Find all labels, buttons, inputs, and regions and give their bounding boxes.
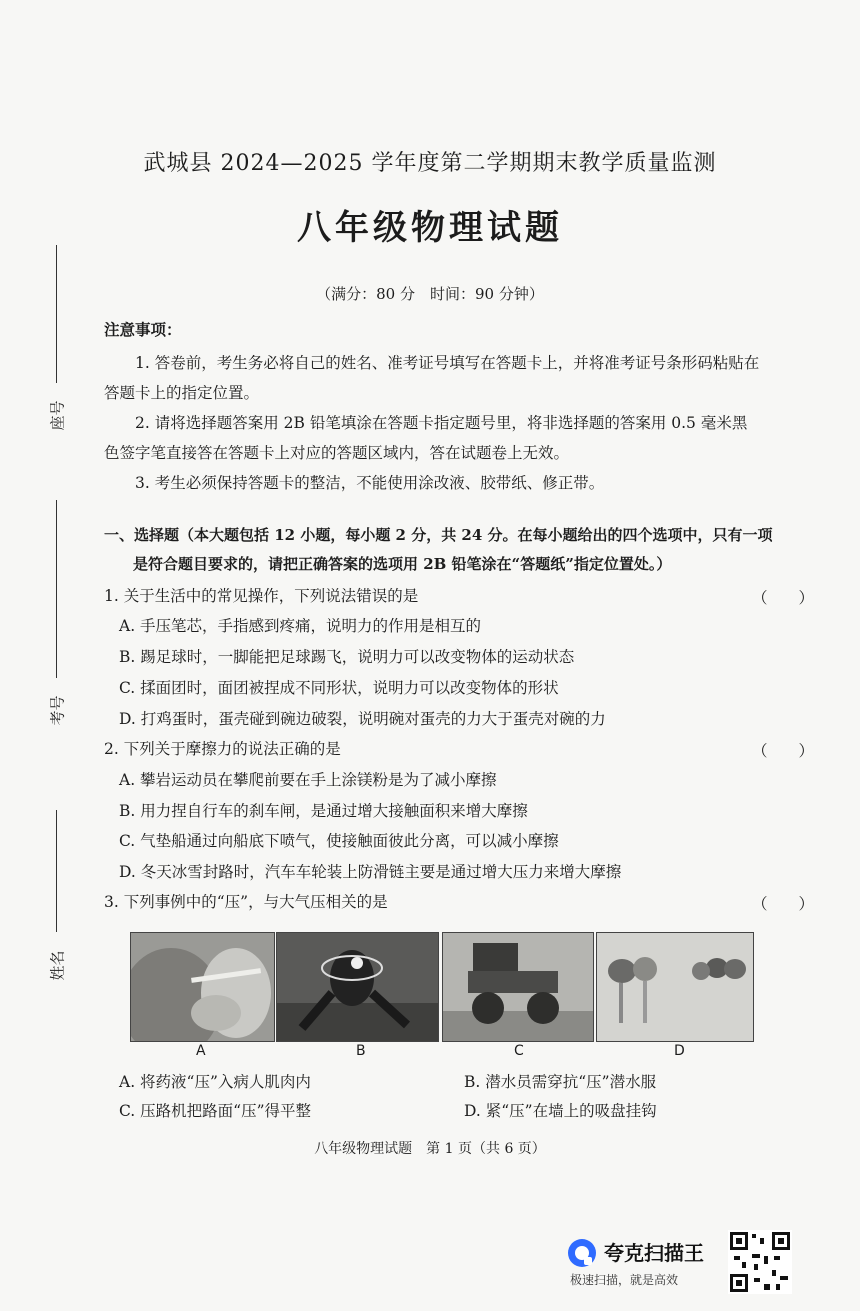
option: A. 攀岩运动员在攀爬前要在手上涂镁粉是为了减小摩擦 bbox=[119, 771, 497, 789]
page-title: 八年级物理试题 bbox=[297, 208, 563, 248]
photo-injection bbox=[130, 932, 275, 1042]
photo-label: B bbox=[356, 1043, 366, 1059]
seat-number-field bbox=[42, 245, 72, 445]
option: B. 踢足球时，一脚能把足球踢飞，说明力可以改变物体的运动状态 bbox=[119, 648, 575, 666]
photo-label: C bbox=[514, 1043, 524, 1059]
exam-info: （满分：80 分 时间：90 分钟） bbox=[316, 285, 544, 303]
answer-paren: （ ） bbox=[752, 589, 815, 607]
answer-paren: （ ） bbox=[752, 742, 815, 760]
seat-number-label: 座号 bbox=[48, 400, 67, 431]
photo-label: D bbox=[674, 1043, 685, 1059]
answer-paren: （ ） bbox=[752, 895, 815, 913]
quark-logo-icon bbox=[566, 1237, 598, 1269]
photo-road-roller bbox=[442, 932, 594, 1042]
scanner-tagline: 极速扫描，就是高效 bbox=[570, 1273, 679, 1287]
option: D. 冬天冰雪封路时，汽车车轮装上防滑链主要是通过增大压力来增大摩擦 bbox=[119, 863, 622, 881]
notice-item: 2. 请将选择题答案用 2B 铅笔填涂在答题卡指定题号里，将非选择题的答案用 0.5 毫米黑 bbox=[135, 414, 748, 432]
notice-item: 1. 答卷前，考生务必将自己的姓名、准考证号填写在答题卡上，并将准考证号条形码粘贴在 bbox=[135, 354, 760, 372]
photo-suction-hooks bbox=[596, 932, 754, 1042]
question-2-stem: 2. 下列关于摩擦力的说法正确的是 bbox=[104, 740, 341, 758]
exam-number-field bbox=[42, 500, 72, 730]
question-1-stem: 1. 关于生活中的常见操作，下列说法错误的是 bbox=[104, 587, 419, 605]
option: B. 潜水员需穿抗“压”潜水服 bbox=[464, 1073, 657, 1091]
option: D. 紧“压”在墙上的吸盘挂钩 bbox=[464, 1102, 657, 1120]
page-footer: 八年级物理试题 第 1 页（共 6 页） bbox=[314, 1141, 546, 1157]
photo-diver bbox=[276, 932, 439, 1042]
notice-heading: 注意事项： bbox=[104, 320, 182, 339]
section-heading: 一、选择题（本大题包括 12 小题，每小题 2 分，共 24 分。在每小题给出的四个选项中，只有一项 bbox=[104, 526, 773, 544]
photo-label: A bbox=[196, 1043, 206, 1059]
option: A. 将药液“压”入病人肌肉内 bbox=[119, 1073, 311, 1091]
exam-name: 武城县 2024—2025 学年度第二学期期末教学质量监测 bbox=[143, 151, 717, 176]
notice-item: 3. 考生必须保持答题卡的整洁，不能使用涂改液、胶带纸、修正带。 bbox=[135, 474, 605, 492]
name-label: 姓名 bbox=[48, 950, 67, 981]
question-3-stem: 3. 下列事例中的“压”，与大气压相关的是 bbox=[104, 893, 388, 911]
option: C. 气垫船通过向船底下喷气，使接触面彼此分离，可以减小摩擦 bbox=[119, 832, 559, 850]
qr-code bbox=[728, 1230, 792, 1294]
option: C. 压路机把路面“压”得平整 bbox=[119, 1102, 312, 1120]
exam-number-label: 考号 bbox=[48, 695, 67, 726]
name-field bbox=[42, 810, 72, 980]
section-heading-cont: 是符合题目要求的，请把正确答案的选项用 2B 铅笔涂在“答题纸”指定位置处。） bbox=[133, 555, 672, 573]
notice-item: 答题卡上的指定位置。 bbox=[104, 384, 260, 402]
notice-item: 色签字笔直接答在答题卡上对应的答题区域内，答在试题卷上无效。 bbox=[104, 444, 570, 462]
option: D. 打鸡蛋时，蛋壳碰到碗边破裂，说明碗对蛋壳的力大于蛋壳对碗的力 bbox=[119, 710, 606, 728]
scanner-watermark bbox=[566, 1235, 726, 1295]
option: C. 揉面团时，面团被捏成不同形状，说明力可以改变物体的形状 bbox=[119, 679, 559, 697]
option: A. 手压笔芯，手指感到疼痛，说明力的作用是相互的 bbox=[119, 617, 482, 635]
scanner-brand-name: 夸克扫描王 bbox=[604, 1241, 704, 1265]
option: B. 用力捏自行车的刹车闸，是通过增大接触面积来增大摩擦 bbox=[119, 802, 528, 820]
